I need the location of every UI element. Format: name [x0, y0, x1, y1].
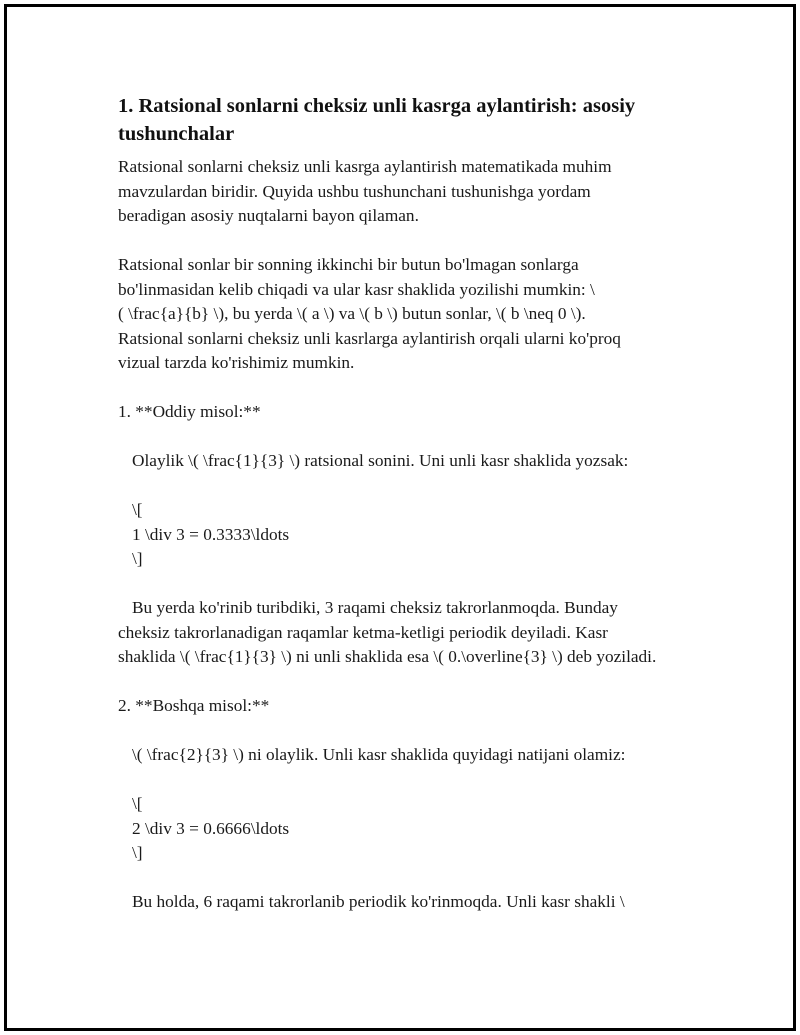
definition-paragraph: [118, 253, 663, 376]
example-1-title: 1. **Oddiy misol:**: [118, 402, 261, 421]
definition-line: Ratsional sonlarni cheksiz unli kasrlarga aylantirish orqali ularni ko'proq: [118, 328, 621, 348]
example-1-text: Olaylik \( \frac{1}{3} \) ratsional sonini. Uni unli kasr shaklida yozsak:: [132, 451, 629, 470]
example-1-explanation: Bu yerda ko'rinib turibdiki, 3 raqami cheksiz takrorlanmoqda. Bunday cheksiz takrorlanadigan raqamlar ketma-ketligi periodik deyiladi. Kasr shaklida \( \frac{1}{3} \) ni unli shaklida esa \( 0.\overline{3} \) deb yoziladi.: [118, 598, 657, 666]
formula-close: \]: [132, 843, 143, 862]
formula-body: 2 \div 3 = 0.6666\ldots: [132, 818, 290, 838]
intro-paragraph: Ratsional sonlarni cheksiz unli kasrga aylantirish matematikada muhim mavzulardan biridir. Quyida ushbu tushunchani tushunishga yordam beradigan asosiy nuqtalarni bayon qilaman.: [118, 157, 612, 225]
formula-open: \[: [132, 794, 143, 813]
section-heading: 1. Ratsional sonlarni cheksiz unli kasrga aylantirish: asosiy tushunchalar: [118, 95, 636, 145]
definition-line: ( \frac{a}{b} \), bu yerda \( a \) va \( b \) butun sonlar, \( b \neq 0 \).: [118, 304, 586, 323]
definition-line: vizual tarzda ko'rishimiz mumkin.: [118, 353, 355, 372]
example-2-explanation: Bu holda, 6 raqami takrorlanib periodik ko'rinmoqda. Unli kasr shakli \: [132, 892, 625, 911]
formula-body: 1 \div 3 = 0.3333\ldots: [132, 524, 290, 544]
document-body: [118, 92, 663, 915]
definition-line: Ratsional sonlar bir sonning ikkinchi bir butun bo'lmagan sonlarga: [118, 255, 579, 274]
example-1-formula: [118, 498, 663, 572]
example-2-formula: [118, 792, 663, 866]
example-2-title: 2. **Boshqa misol:**: [118, 696, 270, 715]
formula-open: \[: [132, 500, 143, 519]
formula-close: \]: [132, 549, 143, 568]
definition-line: bo'linmasidan kelib chiqadi va ular kasr shaklida yozilishi mumkin: \: [118, 279, 595, 299]
example-2-text: \( \frac{2}{3} \) ni olaylik. Unli kasr shaklida quyidagi natijani olamiz:: [132, 745, 626, 764]
